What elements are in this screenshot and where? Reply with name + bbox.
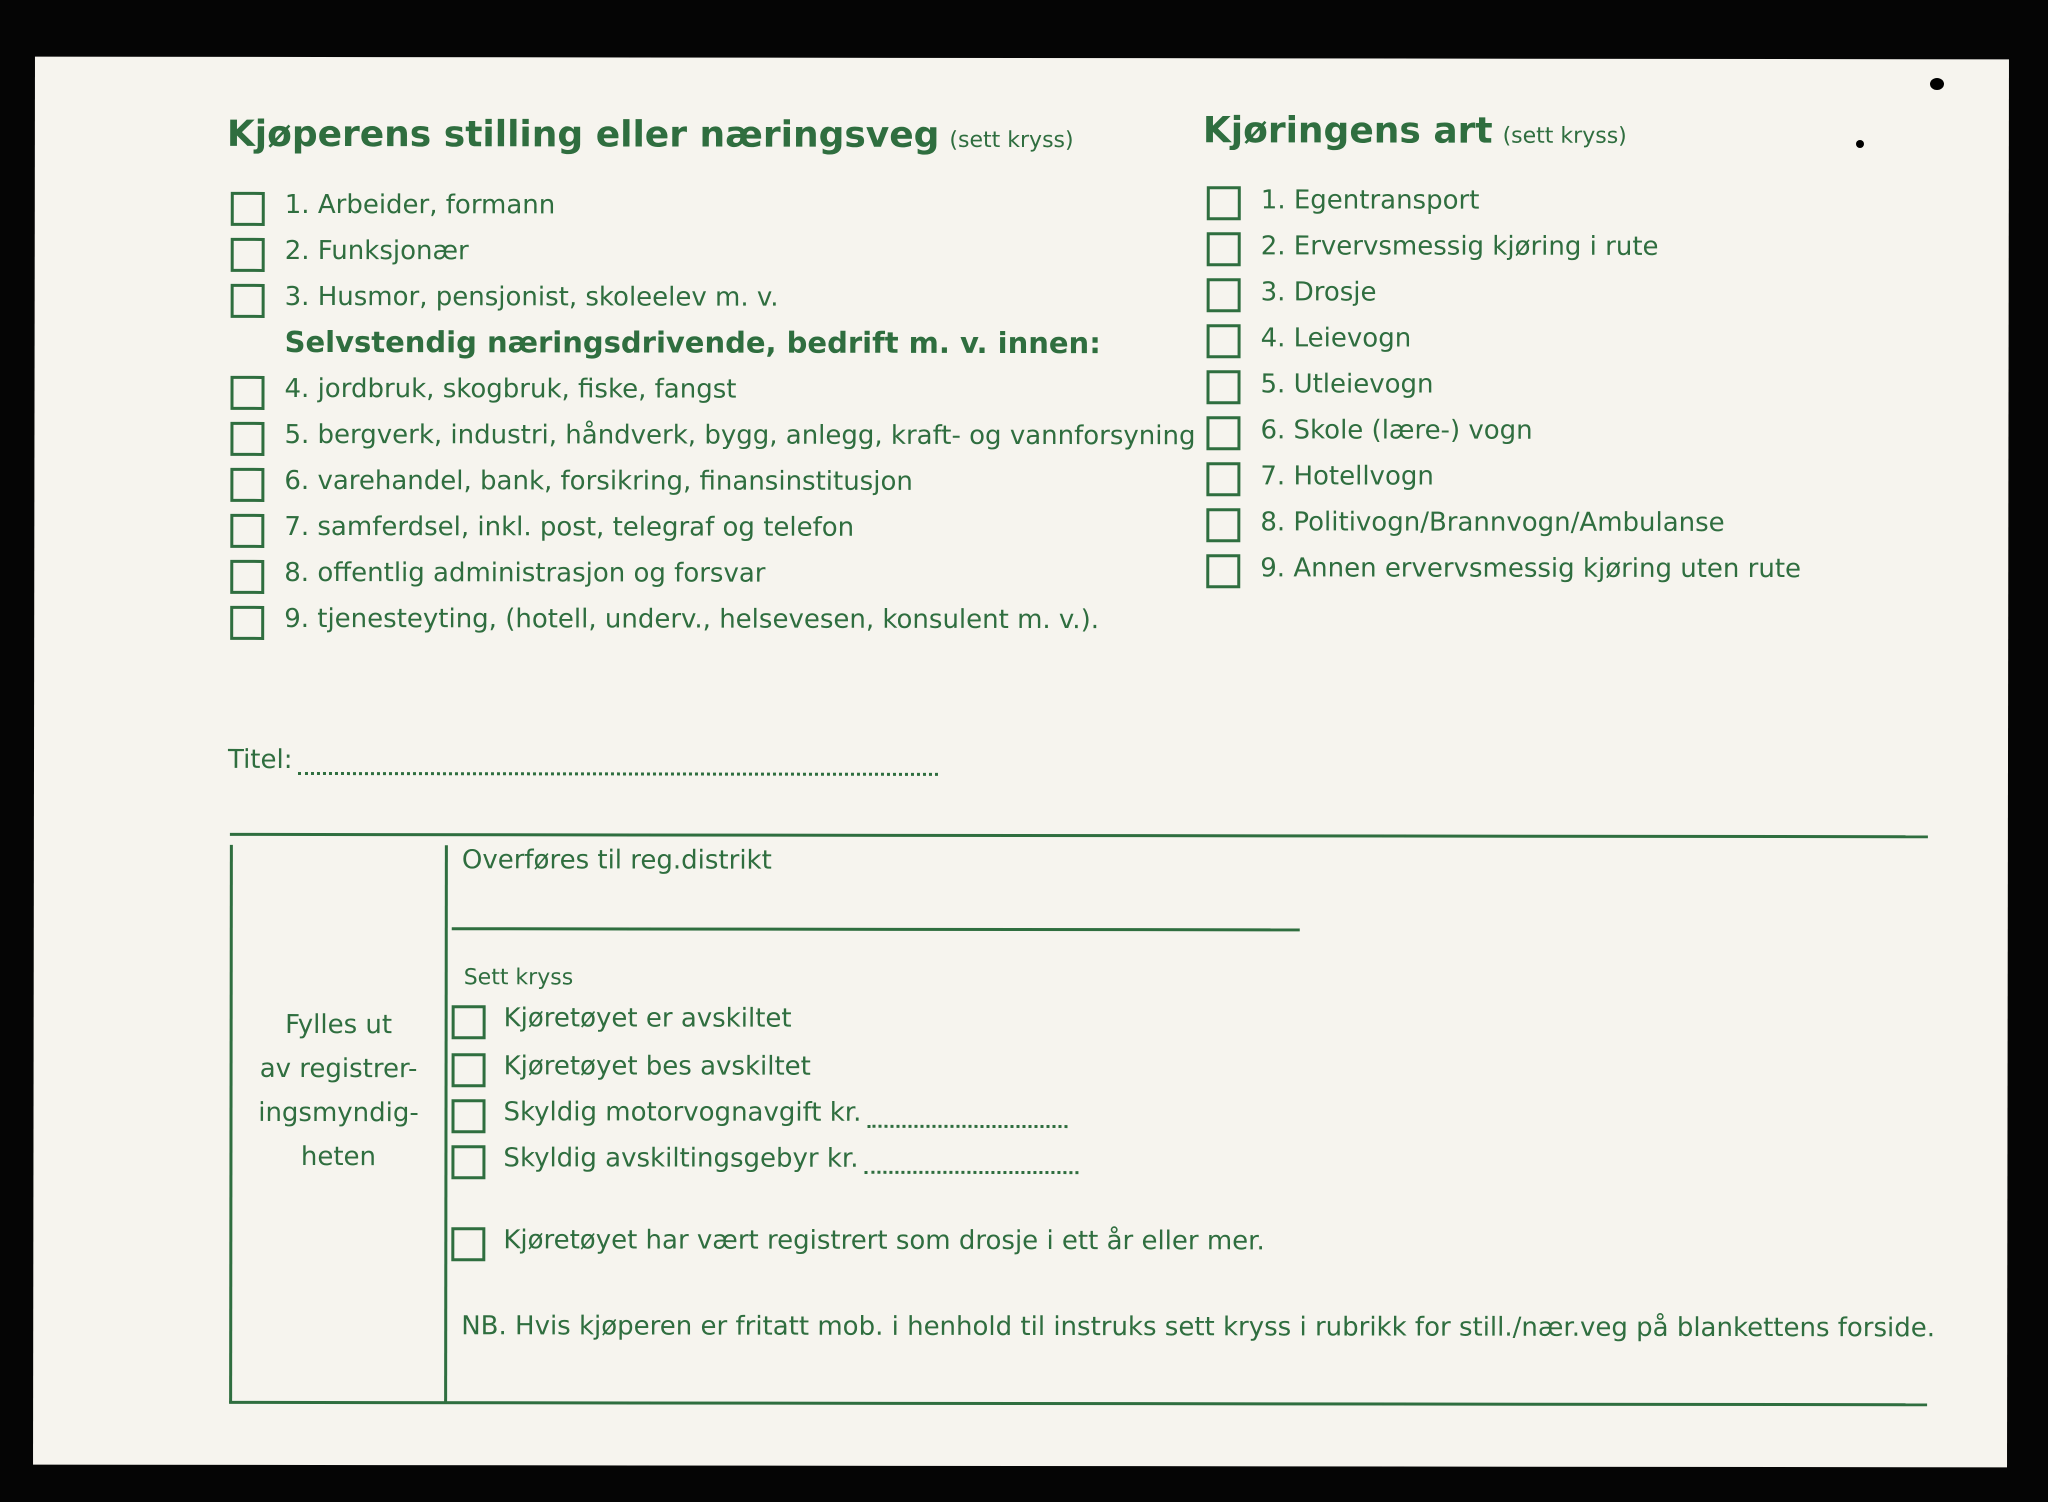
side-label-line-2: av registrer- — [259, 1053, 418, 1085]
transfer-label: Overføres til reg.distrikt — [461, 845, 772, 876]
checkbox-skolevogn[interactable] — [1206, 416, 1240, 450]
field-motorvognavgift[interactable] — [503, 1097, 1067, 1128]
side-label-line-1: Fylles ut — [285, 1009, 393, 1041]
option-avskiltingsgebyr: Skyldig avskiltingsgebyr kr. — [503, 1143, 859, 1174]
left-title-hint: (sett kryss) — [949, 127, 1074, 154]
checkbox-varehandel[interactable] — [230, 468, 264, 502]
self-employed-heading: Selvstendig næringsdrivende, bedrift m. v. innen: — [284, 324, 1101, 361]
option-skolevogn: 6. Skole (lære-) vogn — [1260, 415, 1533, 446]
checkbox-leievogn[interactable] — [1207, 324, 1241, 358]
checkbox-rute[interactable] — [1207, 232, 1241, 266]
registry-bottom-border — [229, 1401, 1927, 1406]
registry-top-border — [230, 833, 1928, 838]
registry-divider — [444, 845, 448, 1403]
option-annen: 9. Annen ervervsmessig kjøring uten rute — [1260, 553, 1802, 585]
option-egentransport: 1. Egentransport — [1260, 185, 1480, 216]
checkbox-avskiltingsgebyr[interactable] — [451, 1145, 485, 1179]
option-arbeider: 1. Arbeider, formann — [284, 189, 556, 221]
side-label-line-4: heten — [300, 1141, 377, 1173]
checkbox-bergverk[interactable] — [230, 422, 264, 456]
option-utleievogn: 5. Utleievogn — [1260, 369, 1434, 400]
right-title-hint: (sett kryss) — [1502, 123, 1627, 149]
side-label-line-3: ingsmyndig- — [258, 1097, 419, 1129]
checkbox-jordbruk[interactable] — [230, 376, 264, 410]
option-husmor: 3. Husmor, pensjonist, skoleelev m. v. — [284, 281, 779, 313]
checkbox-drosje[interactable] — [1207, 278, 1241, 312]
titel-field[interactable] — [228, 745, 939, 776]
left-title-text: Kjøperens stilling eller næringsveg — [226, 113, 940, 156]
option-samferdsel: 7. samferdsel, inkl. post, telegraf og telefon — [284, 511, 855, 543]
checkbox-drosje-registrert[interactable] — [451, 1227, 485, 1261]
option-jordbruk: 4. jordbruk, skogbruk, fiske, fangst — [284, 373, 737, 405]
field-avskiltingsgebyr[interactable] — [503, 1143, 1078, 1174]
checkbox-husmor[interactable] — [231, 284, 265, 318]
option-bes-avskiltet: Kjøretøyet bes avskiltet — [503, 1051, 811, 1082]
checkbox-utleievogn[interactable] — [1206, 370, 1240, 404]
checkbox-bes-avskiltet[interactable] — [452, 1053, 486, 1087]
nb-note: NB. Hvis kjøperen er fritatt mob. i henhold til instruks sett kryss i rubrikk for still./nær.veg på blankettens forside. — [461, 1311, 1936, 1344]
option-leievogn: 4. Leievogn — [1260, 323, 1412, 354]
titel-dotted-line — [298, 768, 938, 776]
registry-side-label — [233, 1003, 443, 1179]
option-funksjonaer: 2. Funksjonær — [284, 235, 469, 267]
right-title-text: Kjøringens art — [1202, 110, 1493, 152]
avskiltingsgebyr-dotted-line — [864, 1167, 1078, 1174]
sett-kryss-label: Sett kryss — [463, 965, 574, 991]
option-hotellvogn: 7. Hotellvogn — [1260, 461, 1434, 492]
registry-left-border — [229, 845, 233, 1403]
checkbox-arbeider[interactable] — [231, 192, 265, 226]
option-bergverk: 5. bergverk, industri, håndverk, bygg, anlegg, kraft- og vannforsyning — [284, 419, 1196, 452]
checkbox-egentransport[interactable] — [1207, 186, 1241, 220]
checkbox-motorvognavgift[interactable] — [451, 1099, 485, 1133]
checkbox-annen[interactable] — [1206, 554, 1240, 588]
option-motorvognavgift: Skyldig motorvognavgift kr. — [503, 1097, 862, 1128]
right-section-title — [1203, 110, 1627, 152]
checkbox-samferdsel[interactable] — [230, 514, 264, 548]
checkbox-offentlig[interactable] — [230, 560, 264, 594]
checkbox-hotellvogn[interactable] — [1206, 462, 1240, 496]
option-rute: 2. Ervervsmessig kjøring i rute — [1260, 231, 1659, 262]
option-drosje: 3. Drosje — [1260, 277, 1377, 308]
option-tjenesteyting: 9. tjenesteyting, (hotell, underv., helsevesen, konsulent m. v.). — [284, 603, 1100, 636]
checkbox-tjenesteyting[interactable] — [230, 606, 264, 640]
option-varehandel: 6. varehandel, bank, forsikring, finansinstitusjon — [284, 465, 913, 497]
left-section-title — [227, 114, 1074, 156]
checkbox-avskiltet[interactable] — [452, 1005, 486, 1039]
option-drosje-registrert: Kjøretøyet har vært registrert som drosje i ett år eller mer. — [503, 1225, 1265, 1257]
checkbox-funksjonaer[interactable] — [231, 238, 265, 272]
option-avskiltet: Kjøretøyet er avskiltet — [503, 1003, 792, 1034]
corner-wear-mark — [1930, 78, 1944, 90]
titel-label: Titel: — [227, 744, 293, 775]
transfer-input-line[interactable] — [452, 927, 1300, 931]
option-offentlig: 8. offentlig administrasjon og forsvar — [284, 557, 766, 589]
form-sheet — [33, 57, 2009, 1468]
paper-speck — [1856, 140, 1864, 148]
checkbox-politivogn[interactable] — [1206, 508, 1240, 542]
motorvognavgift-dotted-line — [867, 1121, 1067, 1128]
option-politivogn: 8. Politivogn/Brannvogn/Ambulanse — [1260, 507, 1725, 538]
